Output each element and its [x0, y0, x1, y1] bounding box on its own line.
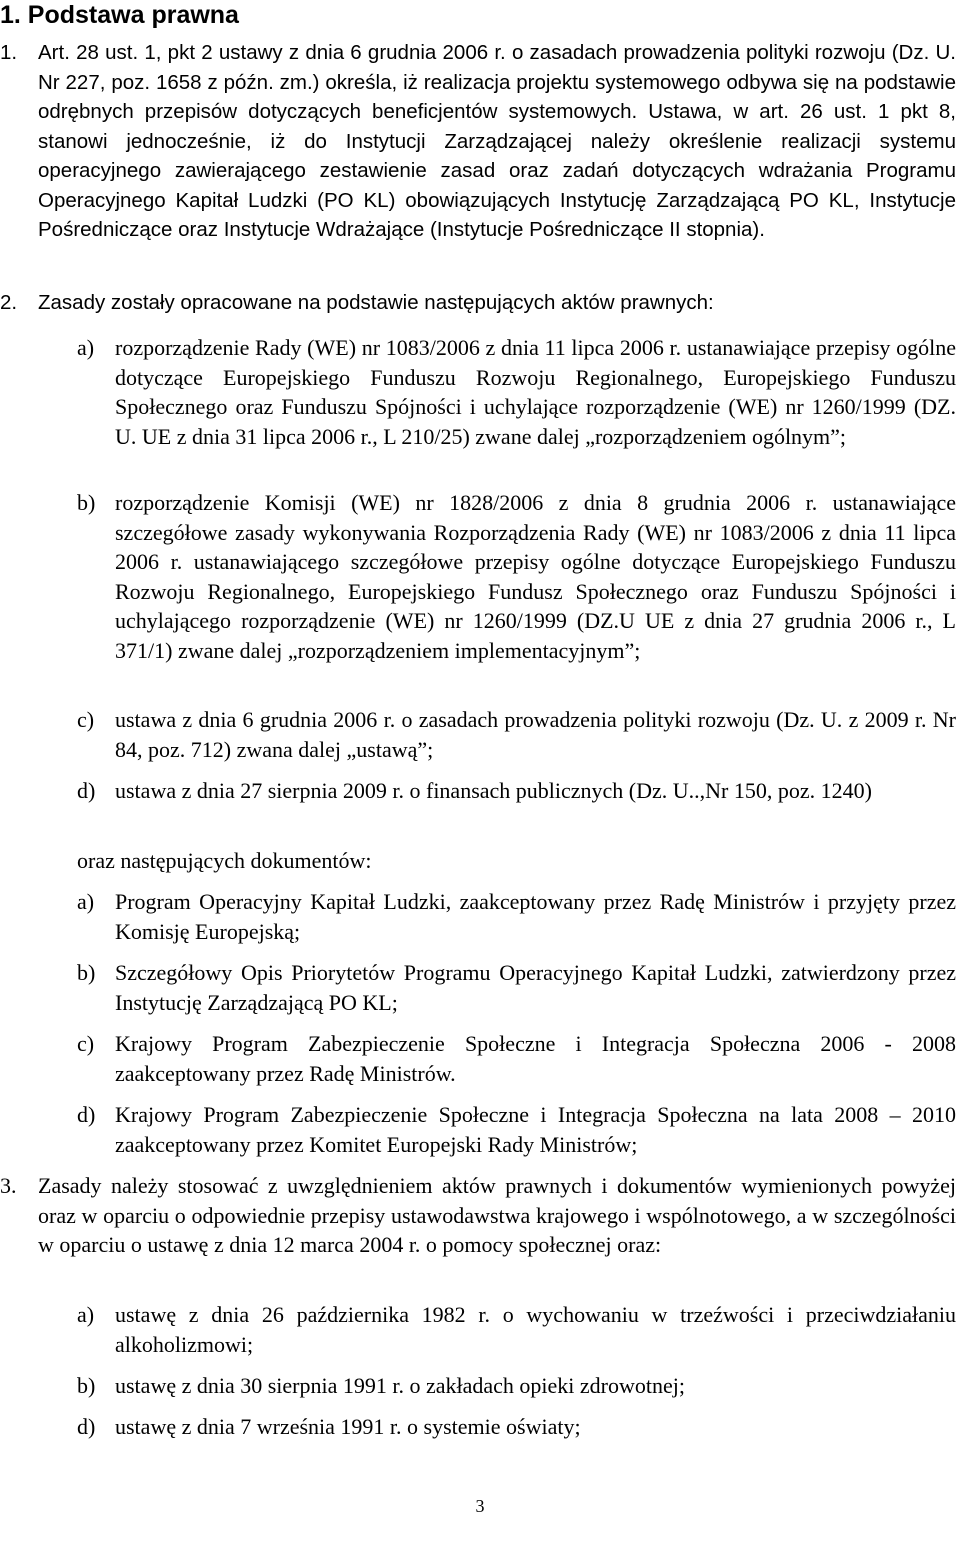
list-item-text: ustawę z dnia 7 września 1991 r. o systemie oświaty; — [115, 1414, 581, 1439]
list-item-letter: a) — [77, 889, 95, 914]
list-item-letter: d) — [77, 1414, 96, 1439]
paragraph-2 — [0, 288, 956, 318]
documents-intro: oraz następujących dokumentów: — [77, 848, 372, 873]
paragraph-1 — [0, 38, 956, 245]
list-item-letter: d) — [77, 778, 96, 803]
paragraph-1-number: 1. — [0, 41, 18, 64]
list-item-text: ustawa z dnia 6 grudnia 2006 r. o zasadach prowadzenia polityki rozwoju (Dz. U. z 2009 r. Nr 84, poz. 712) zwana dalej „ustawą”; — [115, 707, 956, 762]
list-item-letter: d) — [77, 1102, 96, 1127]
list-item-text: rozporządzenie Rady (WE) nr 1083/2006 z dnia 11 lipca 2006 r. ustanawiające przepisy ogólne dotyczące Europejskiego Funduszu Rozwoju Regionalnego, Europejskiego Funduszu Społecznego oraz Funduszu Spójności i uchylające rozporządzenie (WE) nr 1260/1999 (DZ. U. UE z dnia 31 lipca 2006 r., L 210/25) zwane dalej „rozporządzeniem ogólnym”; — [115, 335, 956, 449]
list-item-text: Krajowy Program Zabezpieczenie Społeczne i Integracja Społeczna na lata 2008 – 2010 zaakceptowany przez Komitet Europejski Rady Ministrów; — [115, 1102, 956, 1157]
paragraph-2-text: Zasady zostały opracowane na podstawie następujących aktów prawnych: — [38, 291, 714, 314]
section-heading: 1. Podstawa prawna — [0, 1, 239, 29]
list-item-letter: a) — [77, 1302, 95, 1327]
list-item-text: ustawę z dnia 30 sierpnia 1991 r. o zakładach opieki zdrowotnej; — [115, 1373, 685, 1398]
paragraph-1-text: Art. 28 ust. 1, pkt 2 ustawy z dnia 6 grudnia 2006 r. o zasadach prowadzenia polityki rozwoju (Dz. U. Nr 227, poz. 1658 z późn. zm.) określa, iż realizacja projektu systemowego odbywa się na podstawie odrębnych przepisów dotyczących beneficjentów systemowych. Ustawa, w art. 26 ust. 1 pkt 8, stanowi jednocześnie, iż do Instytucji Zarządzającej należy określenie realizacji systemu operacyjnego zawierającego zestawienie zasad oraz zadań dotyczących wdrażania Programu Operacyjnego Kapitał Ludzki (PO KL) obowiązujących Instytucję Zarządzającą PO KL, Instytucje Pośredniczące oraz Instytucje Wdrażające (Instytucje Pośredniczące II stopnia). — [38, 41, 956, 241]
paragraph-3 — [0, 1171, 956, 1260]
list-item-letter: c) — [77, 1031, 95, 1056]
list-item-letter: b) — [77, 960, 96, 985]
list-item-text: Szczegółowy Opis Priorytetów Programu Operacyjnego Kapitał Ludzki, zatwierdzony przez Instytucję Zarządzającą PO KL; — [115, 960, 956, 1015]
list-item-letter: b) — [77, 490, 96, 515]
list-item-text: Program Operacyjny Kapitał Ludzki, zaakceptowany przez Radę Ministrów i przyjęty przez Komisję Europejską; — [115, 889, 956, 944]
list-item-letter: a) — [77, 335, 95, 360]
list-item-letter: b) — [77, 1373, 96, 1398]
paragraph-3-text: Zasady należy stosować z uwzględnieniem aktów prawnych i dokumentów wymienionych powyżej oraz w oparciu o odpowiednie przepisy ustawodawstwa krajowego i wspólnotowego, a w szczególności w oparciu o ustawę z dnia 12 marca 2004 r. o pomocy społecznej oraz: — [38, 1173, 956, 1257]
list-item-text: ustawę z dnia 26 października 1982 r. o wychowaniu w trzeźwości i przeciwdziałaniu alkoholizmowi; — [115, 1302, 956, 1357]
list-item-text: rozporządzenie Komisji (WE) nr 1828/2006 z dnia 8 grudnia 2006 r. ustanawiające szczegółowe zasady wykonywania Rozporządzenia Rady (WE) nr 1083/2006 z dnia 11 lipca 2006 r. ustanawiającego szczegółowe przepisy ogólne dotyczące Europejskiego Funduszu Rozwoju Regionalnego, Europejskiego Fundusz Społecznego oraz Funduszu Spójności i uchylającego rozporządzenie (WE) nr 1260/1999 (DZ.U UE z dnia 27 grudnia 2006 r., L 371/1) zwane dalej „rozporządzeniem implementacyjnym”; — [115, 490, 956, 663]
page-number: 3 — [475, 1496, 485, 1516]
paragraph-2-number: 2. — [0, 291, 18, 314]
list-item-text: Krajowy Program Zabezpieczenie Społeczne i Integracja Społeczna 2006 - 2008 zaakceptowany przez Radę Ministrów. — [115, 1031, 956, 1086]
paragraph-3-number: 3. — [0, 1173, 17, 1198]
list-item-letter: c) — [77, 707, 95, 732]
list-item-text: ustawa z dnia 27 sierpnia 2009 r. o finansach publicznych (Dz. U..,Nr 150, poz. 1240) — [115, 778, 872, 803]
